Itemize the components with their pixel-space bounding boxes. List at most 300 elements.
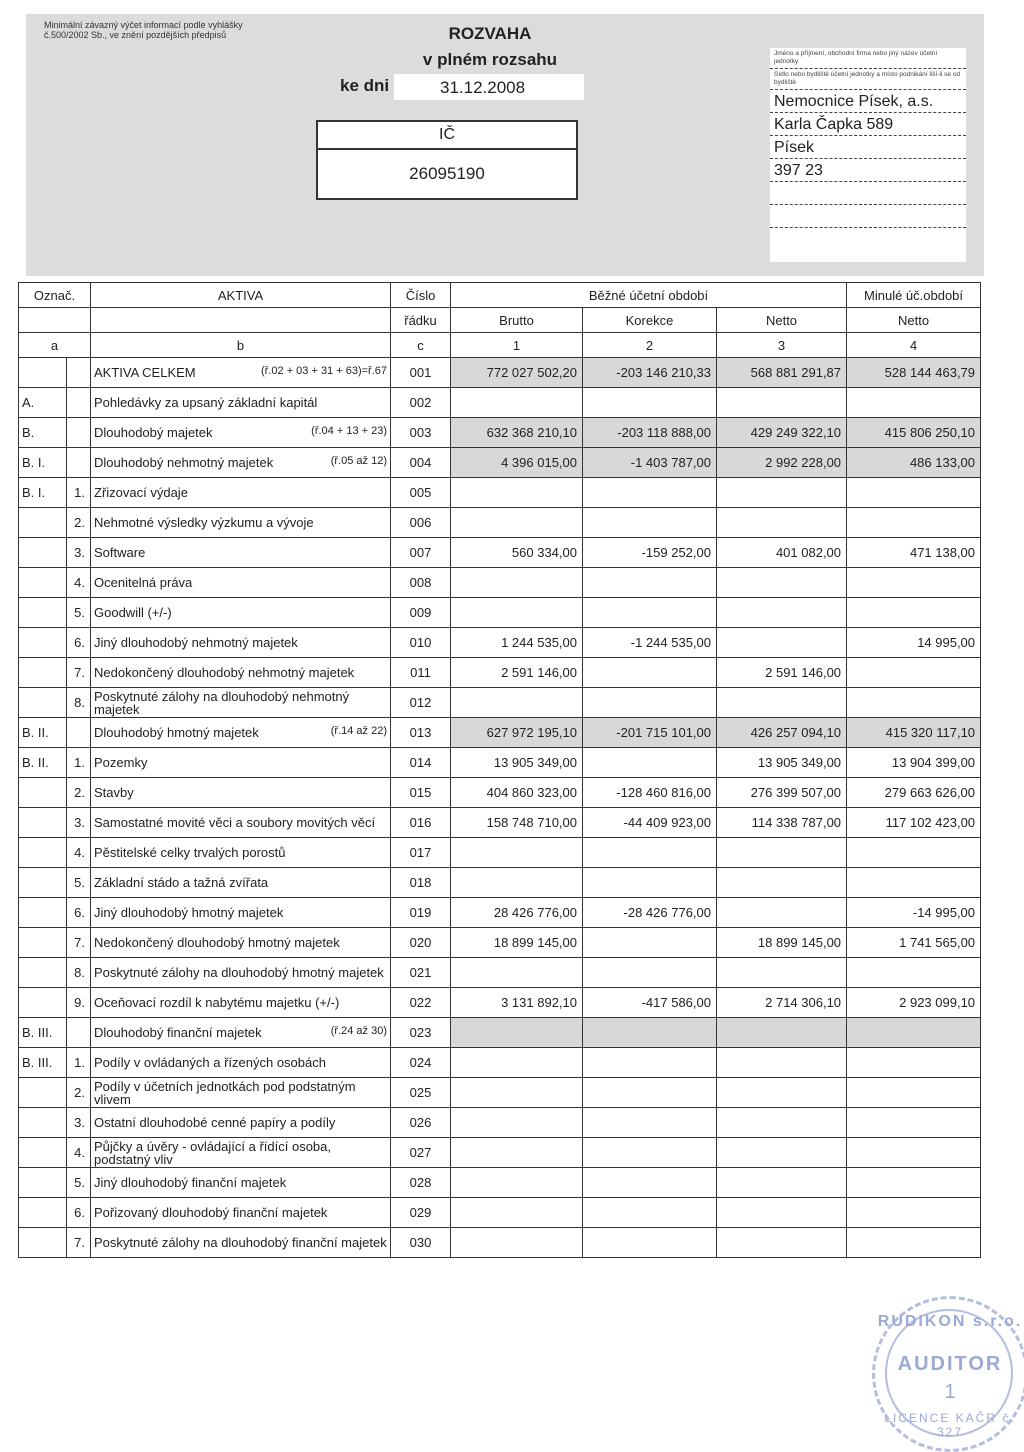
- row-korekce: -201 715 101,00: [583, 718, 717, 748]
- row-netto-prev: [847, 1078, 981, 1108]
- row-netto-prev: [847, 388, 981, 418]
- row-label-text: Jiný dlouhodobý hmotný majetek: [94, 905, 284, 920]
- document-subtitle: v plném rozsahu: [422, 50, 558, 69]
- row-label-text: Dlouhodobý nehmotný majetek: [94, 455, 274, 470]
- row-brutto: 772 027 502,20: [451, 358, 583, 388]
- row-label: [91, 1138, 391, 1168]
- table-row: [19, 988, 981, 1018]
- firm-caption-address: Sídlo nebo bydliště účetní jednotky a místo podnikání liší-li se od bydliště: [770, 69, 966, 90]
- header-col-b: b: [91, 333, 391, 358]
- row-korekce: -159 252,00: [583, 538, 717, 568]
- row-code: 029: [391, 1198, 451, 1228]
- row-subnumber: 5.: [67, 1168, 91, 1198]
- firm-name: Nemocnice Písek, a.s.: [770, 90, 966, 113]
- row-designation: [19, 898, 67, 928]
- row-label-text: Pořizovaný dlouhodobý finanční majetek: [94, 1205, 328, 1220]
- row-brutto: [451, 388, 583, 418]
- row-label-text: Pěstitelské celky trvalých porostů: [94, 845, 286, 860]
- row-netto: [717, 1198, 847, 1228]
- row-label: [91, 778, 391, 808]
- row-label-text: Poskytnuté zálohy na dlouhodobý finanční majetek: [94, 1235, 387, 1250]
- row-brutto: [451, 688, 583, 718]
- table-body: [19, 358, 981, 1258]
- row-designation: [19, 538, 67, 568]
- row-netto: [717, 1048, 847, 1078]
- row-code: 009: [391, 598, 451, 628]
- row-label: [91, 1048, 391, 1078]
- row-designation: [19, 868, 67, 898]
- row-label: [91, 898, 391, 928]
- row-code: 010: [391, 628, 451, 658]
- row-subnumber: 5.: [67, 868, 91, 898]
- row-designation: [19, 628, 67, 658]
- row-brutto: [451, 598, 583, 628]
- row-subnumber: [67, 448, 91, 478]
- row-label: [91, 418, 391, 448]
- row-subnumber: 2.: [67, 508, 91, 538]
- header-blank-a: [19, 308, 91, 333]
- row-designation: B.: [19, 418, 67, 448]
- row-korekce: [583, 508, 717, 538]
- row-code: 023: [391, 1018, 451, 1048]
- row-netto-prev: 14 995,00: [847, 628, 981, 658]
- row-code: 013: [391, 718, 451, 748]
- table-row: [19, 928, 981, 958]
- row-label-text: Dlouhodobý hmotný majetek: [94, 725, 259, 740]
- row-netto: [717, 1228, 847, 1258]
- date-value: 31.12.2008: [440, 78, 526, 97]
- ic-box: [316, 120, 578, 200]
- row-designation: [19, 808, 67, 838]
- table-row: [19, 1198, 981, 1228]
- table-row: [19, 658, 981, 688]
- row-label-text: Zřizovací výdaje: [94, 485, 188, 500]
- row-subnumber: 4.: [67, 568, 91, 598]
- row-korekce: -1 403 787,00: [583, 448, 717, 478]
- header-radku: řádku: [391, 308, 451, 333]
- row-label: [91, 748, 391, 778]
- row-korekce: -28 426 776,00: [583, 898, 717, 928]
- row-korekce: [583, 1018, 717, 1048]
- row-netto: [717, 1078, 847, 1108]
- row-label: [91, 538, 391, 568]
- row-korekce: [583, 478, 717, 508]
- row-brutto: [451, 868, 583, 898]
- row-label: [91, 1108, 391, 1138]
- row-label-text: Nehmotné výsledky výzkumu a vývoje: [94, 515, 314, 530]
- row-korekce: [583, 1168, 717, 1198]
- row-designation: [19, 988, 67, 1018]
- header-oznac: Označ.: [19, 283, 91, 308]
- ic-value: 26095190: [409, 164, 485, 183]
- row-label: [91, 838, 391, 868]
- row-netto-prev: [847, 478, 981, 508]
- row-subnumber: 6.: [67, 898, 91, 928]
- row-label: [91, 688, 391, 718]
- row-netto: [717, 1108, 847, 1138]
- date-label: ke dni: [340, 76, 390, 95]
- row-netto-prev: 117 102 423,00: [847, 808, 981, 838]
- row-formula: (ř.02 + 03 + 31 + 63)=ř.67: [261, 365, 387, 377]
- header-current-period: Běžné účetní období: [451, 283, 847, 308]
- legal-note: Minimální závazný výčet informací podle vyhlášky č.500/2002 Sb., ve znění pozdějších předpisů: [44, 20, 243, 40]
- row-netto: [717, 478, 847, 508]
- row-netto-prev: [847, 868, 981, 898]
- row-code: 014: [391, 748, 451, 778]
- row-brutto: [451, 568, 583, 598]
- row-label-text: Poskytnuté zálohy na dlouhodobý nehmotný majetek: [94, 688, 350, 717]
- header-col-2: 2: [583, 333, 717, 358]
- row-korekce: [583, 1048, 717, 1078]
- row-subnumber: 6.: [67, 628, 91, 658]
- row-label-text: Podíly v účetních jednotkách pod podstatným vlivem: [94, 1078, 356, 1107]
- row-label-text: Podíly v ovládaných a řízených osobách: [94, 1055, 326, 1070]
- row-label-text: Oceňovací rozdíl k nabytému majetku (+/-): [94, 995, 340, 1010]
- row-netto: [717, 898, 847, 928]
- table-row: [19, 778, 981, 808]
- row-subnumber: [67, 1018, 91, 1048]
- row-brutto: 560 334,00: [451, 538, 583, 568]
- row-korekce: [583, 1228, 717, 1258]
- row-korekce: [583, 1108, 717, 1138]
- table-row: [19, 628, 981, 658]
- row-netto: [717, 688, 847, 718]
- row-netto: 114 338 787,00: [717, 808, 847, 838]
- row-netto-prev: [847, 838, 981, 868]
- row-designation: B. I.: [19, 448, 67, 478]
- header-cislo: Číslo: [391, 283, 451, 308]
- row-label-text: Poskytnuté zálohy na dlouhodobý hmotný majetek: [94, 965, 384, 980]
- row-brutto: [451, 1168, 583, 1198]
- row-label-text: AKTIVA CELKEM: [94, 365, 196, 380]
- row-designation: [19, 958, 67, 988]
- table-row: [19, 808, 981, 838]
- row-brutto: 13 905 349,00: [451, 748, 583, 778]
- row-label: [91, 598, 391, 628]
- row-netto-prev: [847, 508, 981, 538]
- header-netto: Netto: [717, 308, 847, 333]
- row-korekce: [583, 568, 717, 598]
- row-code: 016: [391, 808, 451, 838]
- row-designation: B. I.: [19, 478, 67, 508]
- row-label-text: Pozemky: [94, 755, 148, 770]
- row-netto: [717, 1018, 847, 1048]
- row-code: 021: [391, 958, 451, 988]
- row-designation: [19, 838, 67, 868]
- row-netto-prev: 415 320 117,10: [847, 718, 981, 748]
- table-row: [19, 538, 981, 568]
- row-subnumber: 2.: [67, 778, 91, 808]
- row-code: 007: [391, 538, 451, 568]
- row-designation: [19, 1228, 67, 1258]
- row-code: 015: [391, 778, 451, 808]
- row-brutto: [451, 1048, 583, 1078]
- row-netto-prev: 2 923 099,10: [847, 988, 981, 1018]
- row-korekce: [583, 1198, 717, 1228]
- row-label-text: Pohledávky za upsaný základní kapitál: [94, 395, 318, 410]
- row-korekce: [583, 928, 717, 958]
- table-row: [19, 958, 981, 988]
- row-label: [91, 478, 391, 508]
- row-code: 020: [391, 928, 451, 958]
- stamp-top-text: RUDIKON s.r.o.: [877, 1313, 1023, 1330]
- row-label-text: Půjčky a úvěry - ovládající a řídící osoba, podstatný vliv: [94, 1138, 331, 1167]
- table-row: [19, 448, 981, 478]
- table-row: [19, 358, 981, 388]
- balance-sheet-table: [18, 282, 981, 1258]
- row-formula: (ř.04 + 13 + 23): [311, 425, 387, 437]
- row-korekce: [583, 1078, 717, 1108]
- row-netto-prev: [847, 1198, 981, 1228]
- row-label: [91, 508, 391, 538]
- row-formula: (ř.24 až 30): [330, 1025, 387, 1037]
- row-korekce: [583, 658, 717, 688]
- firm-city: Písek: [770, 136, 966, 159]
- row-label: [91, 718, 391, 748]
- row-designation: [19, 358, 67, 388]
- auditor-stamp: [872, 1296, 1024, 1452]
- row-label: [91, 1228, 391, 1258]
- row-label: [91, 388, 391, 418]
- row-subnumber: 2.: [67, 1078, 91, 1108]
- row-label: [91, 808, 391, 838]
- row-subnumber: [67, 358, 91, 388]
- row-code: 019: [391, 898, 451, 928]
- row-label: [91, 568, 391, 598]
- row-netto-prev: 471 138,00: [847, 538, 981, 568]
- row-subnumber: [67, 718, 91, 748]
- header-col-4: 4: [847, 333, 981, 358]
- table-row: [19, 1018, 981, 1048]
- row-formula: (ř.14 až 22): [330, 725, 387, 737]
- row-label: [91, 1018, 391, 1048]
- row-label: [91, 868, 391, 898]
- row-subnumber: 8.: [67, 958, 91, 988]
- row-label: [91, 988, 391, 1018]
- row-netto-prev: 528 144 463,79: [847, 358, 981, 388]
- row-code: 024: [391, 1048, 451, 1078]
- row-subnumber: 1.: [67, 1048, 91, 1078]
- row-netto: [717, 628, 847, 658]
- row-subnumber: 5.: [67, 598, 91, 628]
- row-netto: 429 249 322,10: [717, 418, 847, 448]
- row-netto-prev: [847, 658, 981, 688]
- header-blank-b: [91, 308, 391, 333]
- row-netto-prev: [847, 1228, 981, 1258]
- row-netto: 2 992 228,00: [717, 448, 847, 478]
- row-code: 012: [391, 688, 451, 718]
- table-row: [19, 1078, 981, 1108]
- row-designation: [19, 568, 67, 598]
- row-brutto: [451, 958, 583, 988]
- header-aktiva: AKTIVA: [91, 283, 391, 308]
- table-row: [19, 1108, 981, 1138]
- row-netto-prev: [847, 598, 981, 628]
- table-row: [19, 598, 981, 628]
- table-row: [19, 688, 981, 718]
- row-netto: 426 257 094,10: [717, 718, 847, 748]
- row-subnumber: 8.: [67, 688, 91, 718]
- header-korekce: Korekce: [583, 308, 717, 333]
- document-title: ROZVAHA: [448, 24, 532, 43]
- row-netto-prev: 13 904 399,00: [847, 748, 981, 778]
- table-row: [19, 1138, 981, 1168]
- row-netto: [717, 958, 847, 988]
- row-brutto: 627 972 195,10: [451, 718, 583, 748]
- row-label-text: Goodwill (+/-): [94, 605, 172, 620]
- row-brutto: [451, 1078, 583, 1108]
- row-netto: [717, 838, 847, 868]
- table-row: [19, 418, 981, 448]
- row-code: 004: [391, 448, 451, 478]
- row-korekce: [583, 868, 717, 898]
- row-label-text: Dlouhodobý finanční majetek: [94, 1025, 262, 1040]
- row-label-text: Nedokončený dlouhodobý hmotný majetek: [94, 935, 340, 950]
- row-designation: B. III.: [19, 1048, 67, 1078]
- row-netto: 18 899 145,00: [717, 928, 847, 958]
- row-brutto: [451, 1198, 583, 1228]
- row-code: 006: [391, 508, 451, 538]
- row-designation: [19, 688, 67, 718]
- row-subnumber: 3.: [67, 538, 91, 568]
- ic-label: IČ: [439, 126, 455, 143]
- row-subnumber: 1.: [67, 478, 91, 508]
- table-row: [19, 478, 981, 508]
- row-brutto: 2 591 146,00: [451, 658, 583, 688]
- row-brutto: 158 748 710,00: [451, 808, 583, 838]
- header-col-3: 3: [717, 333, 847, 358]
- row-label-text: Dlouhodobý majetek: [94, 425, 213, 440]
- row-code: 003: [391, 418, 451, 448]
- row-designation: [19, 778, 67, 808]
- row-code: 002: [391, 388, 451, 418]
- row-subnumber: [67, 388, 91, 418]
- row-korekce: [583, 598, 717, 628]
- row-brutto: 28 426 776,00: [451, 898, 583, 928]
- row-netto: 276 399 507,00: [717, 778, 847, 808]
- row-label-text: Ocenitelná práva: [94, 575, 193, 590]
- row-netto: [717, 1138, 847, 1168]
- row-netto: 13 905 349,00: [717, 748, 847, 778]
- header-col-1: 1: [451, 333, 583, 358]
- row-netto-prev: 1 741 565,00: [847, 928, 981, 958]
- table-row: [19, 1048, 981, 1078]
- row-code: 001: [391, 358, 451, 388]
- form-header: [26, 14, 984, 276]
- row-netto-prev: [847, 1018, 981, 1048]
- row-brutto: 632 368 210,10: [451, 418, 583, 448]
- table-row: [19, 1168, 981, 1198]
- row-designation: [19, 508, 67, 538]
- header-previous-period: Minulé úč.období: [847, 283, 981, 308]
- header-col-c: c: [391, 333, 451, 358]
- table-row: [19, 388, 981, 418]
- row-designation: [19, 1198, 67, 1228]
- row-code: 011: [391, 658, 451, 688]
- row-label: [91, 928, 391, 958]
- table-row: [19, 898, 981, 928]
- row-brutto: 1 244 535,00: [451, 628, 583, 658]
- firm-caption-name: Jméno a příjmení, obchodní firma nebo jiný název účetní jednotky: [770, 48, 966, 69]
- row-label: [91, 1078, 391, 1108]
- row-netto: [717, 868, 847, 898]
- row-netto-prev: [847, 568, 981, 598]
- table-row: [19, 1228, 981, 1258]
- row-subnumber: 3.: [67, 1108, 91, 1138]
- row-label-text: Ostatní dlouhodobé cenné papíry a podíly: [94, 1115, 336, 1130]
- row-code: 008: [391, 568, 451, 598]
- row-brutto: [451, 478, 583, 508]
- row-designation: [19, 598, 67, 628]
- row-netto-prev: [847, 958, 981, 988]
- row-subnumber: [67, 418, 91, 448]
- row-netto-prev: [847, 1138, 981, 1168]
- row-brutto: 3 131 892,10: [451, 988, 583, 1018]
- row-netto-prev: 486 133,00: [847, 448, 981, 478]
- table-row: [19, 748, 981, 778]
- row-netto: [717, 508, 847, 538]
- row-designation: B. III.: [19, 1018, 67, 1048]
- table-row: [19, 838, 981, 868]
- row-label: [91, 448, 391, 478]
- firm-box: [770, 48, 966, 262]
- row-korekce: -44 409 923,00: [583, 808, 717, 838]
- row-brutto: 404 860 323,00: [451, 778, 583, 808]
- row-subnumber: 3.: [67, 808, 91, 838]
- stamp-number: 1: [944, 1381, 956, 1403]
- row-subnumber: 7.: [67, 1228, 91, 1258]
- table-row: [19, 568, 981, 598]
- row-korekce: [583, 958, 717, 988]
- row-designation: [19, 1108, 67, 1138]
- row-korekce: [583, 1138, 717, 1168]
- table-row: [19, 868, 981, 898]
- row-label-text: Nedokončený dlouhodobý nehmotný majetek: [94, 665, 355, 680]
- table-row: [19, 718, 981, 748]
- row-brutto: 18 899 145,00: [451, 928, 583, 958]
- row-netto: [717, 1168, 847, 1198]
- row-designation: B. II.: [19, 718, 67, 748]
- row-label: [91, 1168, 391, 1198]
- row-label-text: Jiný dlouhodobý finanční majetek: [94, 1175, 287, 1190]
- row-netto: 568 881 291,87: [717, 358, 847, 388]
- firm-zip: 397 23: [770, 159, 966, 182]
- row-designation: [19, 1138, 67, 1168]
- row-designation: A.: [19, 388, 67, 418]
- row-brutto: [451, 1138, 583, 1168]
- row-netto-prev: 279 663 626,00: [847, 778, 981, 808]
- firm-street: Karla Čapka 589: [770, 113, 966, 136]
- row-netto-prev: [847, 1108, 981, 1138]
- header-col-a: a: [19, 333, 91, 358]
- row-designation: [19, 1168, 67, 1198]
- row-subnumber: 7.: [67, 658, 91, 688]
- row-korekce: -128 460 816,00: [583, 778, 717, 808]
- row-korekce: [583, 688, 717, 718]
- row-brutto: 4 396 015,00: [451, 448, 583, 478]
- row-netto: [717, 388, 847, 418]
- row-brutto: [451, 508, 583, 538]
- row-label: [91, 358, 391, 388]
- row-formula: (ř.05 až 12): [330, 455, 387, 467]
- row-netto: 2 714 306,10: [717, 988, 847, 1018]
- ic-divider: [318, 148, 576, 150]
- row-label-text: Stavby: [94, 785, 134, 800]
- row-code: 018: [391, 868, 451, 898]
- row-netto-prev: 415 806 250,10: [847, 418, 981, 448]
- row-label: [91, 1198, 391, 1228]
- row-netto: 401 082,00: [717, 538, 847, 568]
